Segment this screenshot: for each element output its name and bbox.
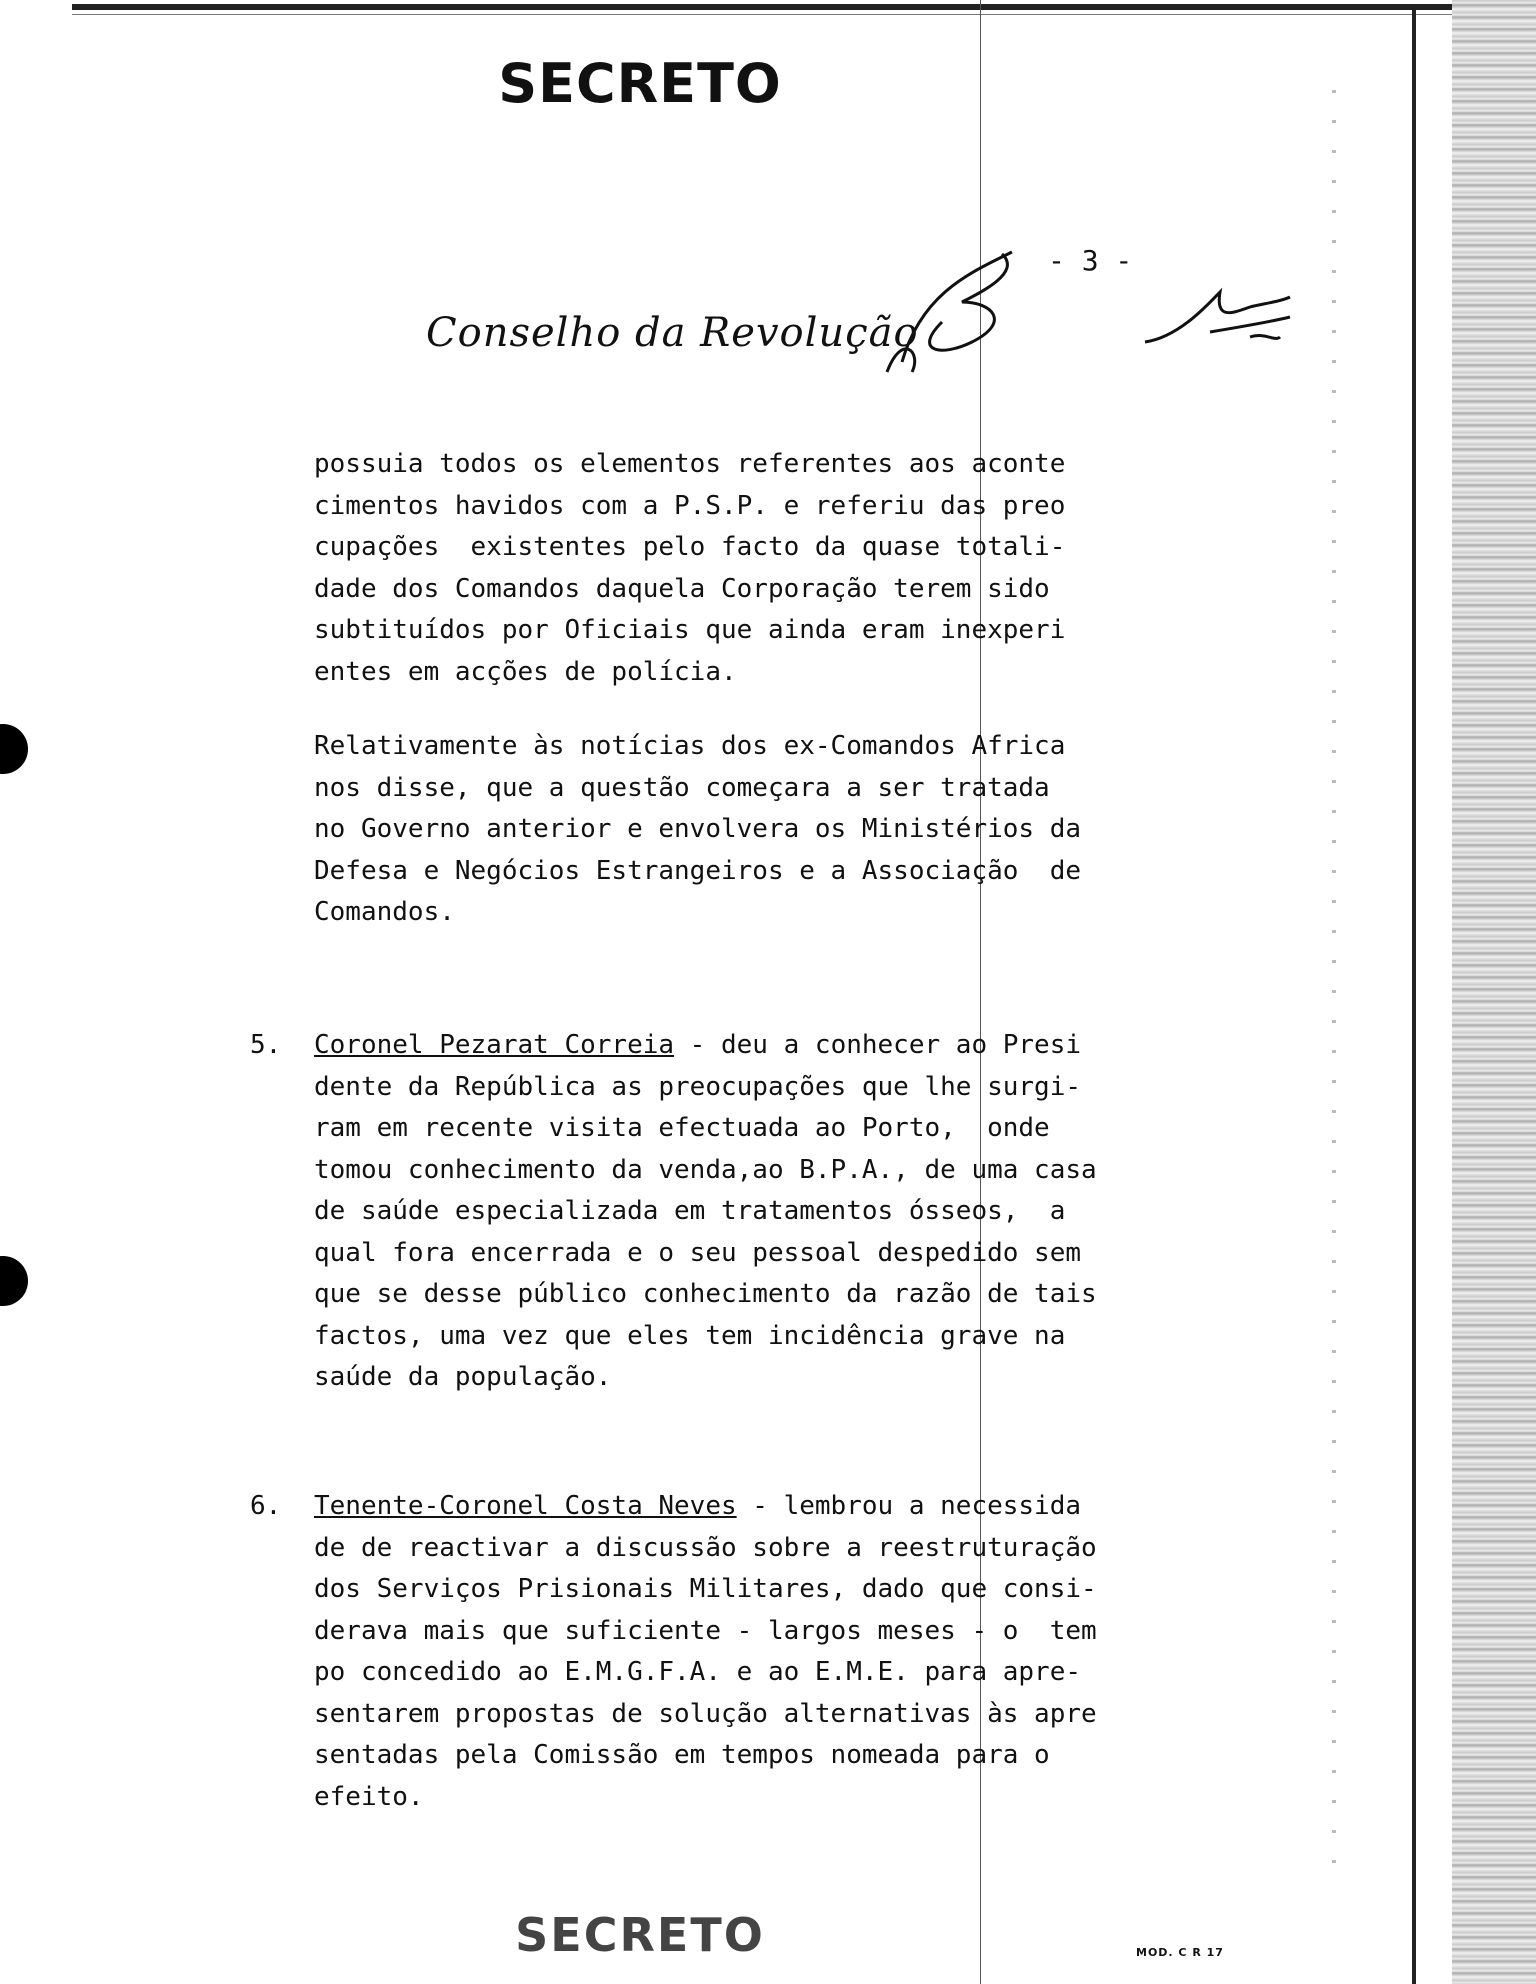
paragraph-line: sentarem propostas de solução alternativas às apre [314, 1698, 1097, 1729]
paragraph-line: cimentos havidos com a P.S.P. e referiu das preo [314, 490, 1066, 521]
paragraph-line: ram em recente visita efectuada ao Porto, onde [314, 1113, 1050, 1143]
paragraph-line: derava mais que suficiente - largos meses - o tem [314, 1615, 1097, 1646]
page-number: - 3 - [1048, 244, 1133, 277]
punch-hole-upper [0, 724, 28, 774]
top-border-rule [72, 4, 1452, 10]
paragraph-line: possuia todos os elementos referentes aos aconte [314, 449, 1066, 479]
item-first-line [314, 1486, 1174, 1528]
item-first-line-rest: - deu a conhecer ao Presi [674, 1030, 1082, 1060]
paragraph-line: de de reactivar a discussão sobre a reestruturação [314, 1532, 1097, 1563]
margin-dots [1332, 90, 1336, 1870]
paragraph-line: dade dos Comandos daquela Corporação terem sido [314, 573, 1050, 604]
paragraph-line: dos Serviços Prisionais Militares, dado que consi- [314, 1574, 1097, 1604]
item-first-line [314, 1025, 1174, 1067]
item-number: 6. [250, 1491, 282, 1521]
punch-hole-lower [0, 1256, 28, 1306]
paragraph-line: no Governo anterior e envolvera os Ministérios da [314, 814, 1082, 844]
paragraph-line: dente da República as preocupações que lhe surgi- [314, 1071, 1082, 1102]
paragraph-line: nos disse, que a questão começara a ser tratada [314, 772, 1050, 803]
top-border-thin-rule [72, 14, 1452, 15]
handwritten-signature-2 [1140, 282, 1300, 362]
council-letterhead: Conselho da Revolução [426, 310, 919, 356]
paragraph-line: de saúde especializada em tratamentos ósseos, a [314, 1196, 1066, 1226]
paragraph-line: po concedido ao E.M.G.F.A. e ao E.M.E. para apre- [314, 1657, 1082, 1687]
item-first-line-rest: - lembrou a necessida [736, 1491, 1082, 1521]
speaker-name: Coronel Pezarat Correia [314, 1030, 675, 1060]
speaker-name: Tenente-Coronel Costa Neves [314, 1491, 737, 1521]
paragraph-psp [314, 444, 1174, 693]
paragraph-line: efeito. [314, 1781, 424, 1812]
handwritten-signature-1 [882, 232, 1042, 382]
paragraph-commandos [314, 726, 1174, 934]
item-number: 5. [250, 1030, 282, 1060]
paragraph-line: Relativamente às notícias dos ex-Comandos Africa [314, 731, 1066, 761]
paragraph-line: tomou conhecimento da venda,ao B.P.A., de uma casa [314, 1154, 1097, 1185]
paragraph-line: qual fora encerrada e o seu pessoal despedido sem [314, 1237, 1082, 1268]
classification-stamp-bottom: SECRETO [515, 1908, 765, 1962]
item-5-paragraph [314, 1025, 1174, 1399]
item-6-paragraph [314, 1486, 1174, 1818]
paragraph-line: entes em acções de polícia. [314, 656, 737, 687]
paragraph-line: saúde da população. [314, 1362, 612, 1392]
paragraph-line: subtituídos por Oficiais que ainda eram inexperi [314, 615, 1066, 645]
paragraph-line: sentadas pela Comissão em tempos nomeada para o [314, 1740, 1050, 1770]
paragraph-line: que se desse público conhecimento da razão de tais [314, 1279, 1097, 1309]
paragraph-line: cupações existentes pelo facto da quase totali- [314, 532, 1066, 562]
page-right-edge [1412, 8, 1416, 1984]
paragraph-line: factos, uma vez que eles tem incidência grave na [314, 1320, 1066, 1351]
paragraph-line: Comandos. [314, 897, 455, 927]
form-code: MOD. C R 17 [1136, 1946, 1224, 1959]
classification-stamp-top: SECRETO [498, 52, 782, 115]
scan-edge-noise [1452, 0, 1536, 1984]
paragraph-line: Defesa e Negócios Estrangeiros e a Associação de [314, 855, 1082, 886]
